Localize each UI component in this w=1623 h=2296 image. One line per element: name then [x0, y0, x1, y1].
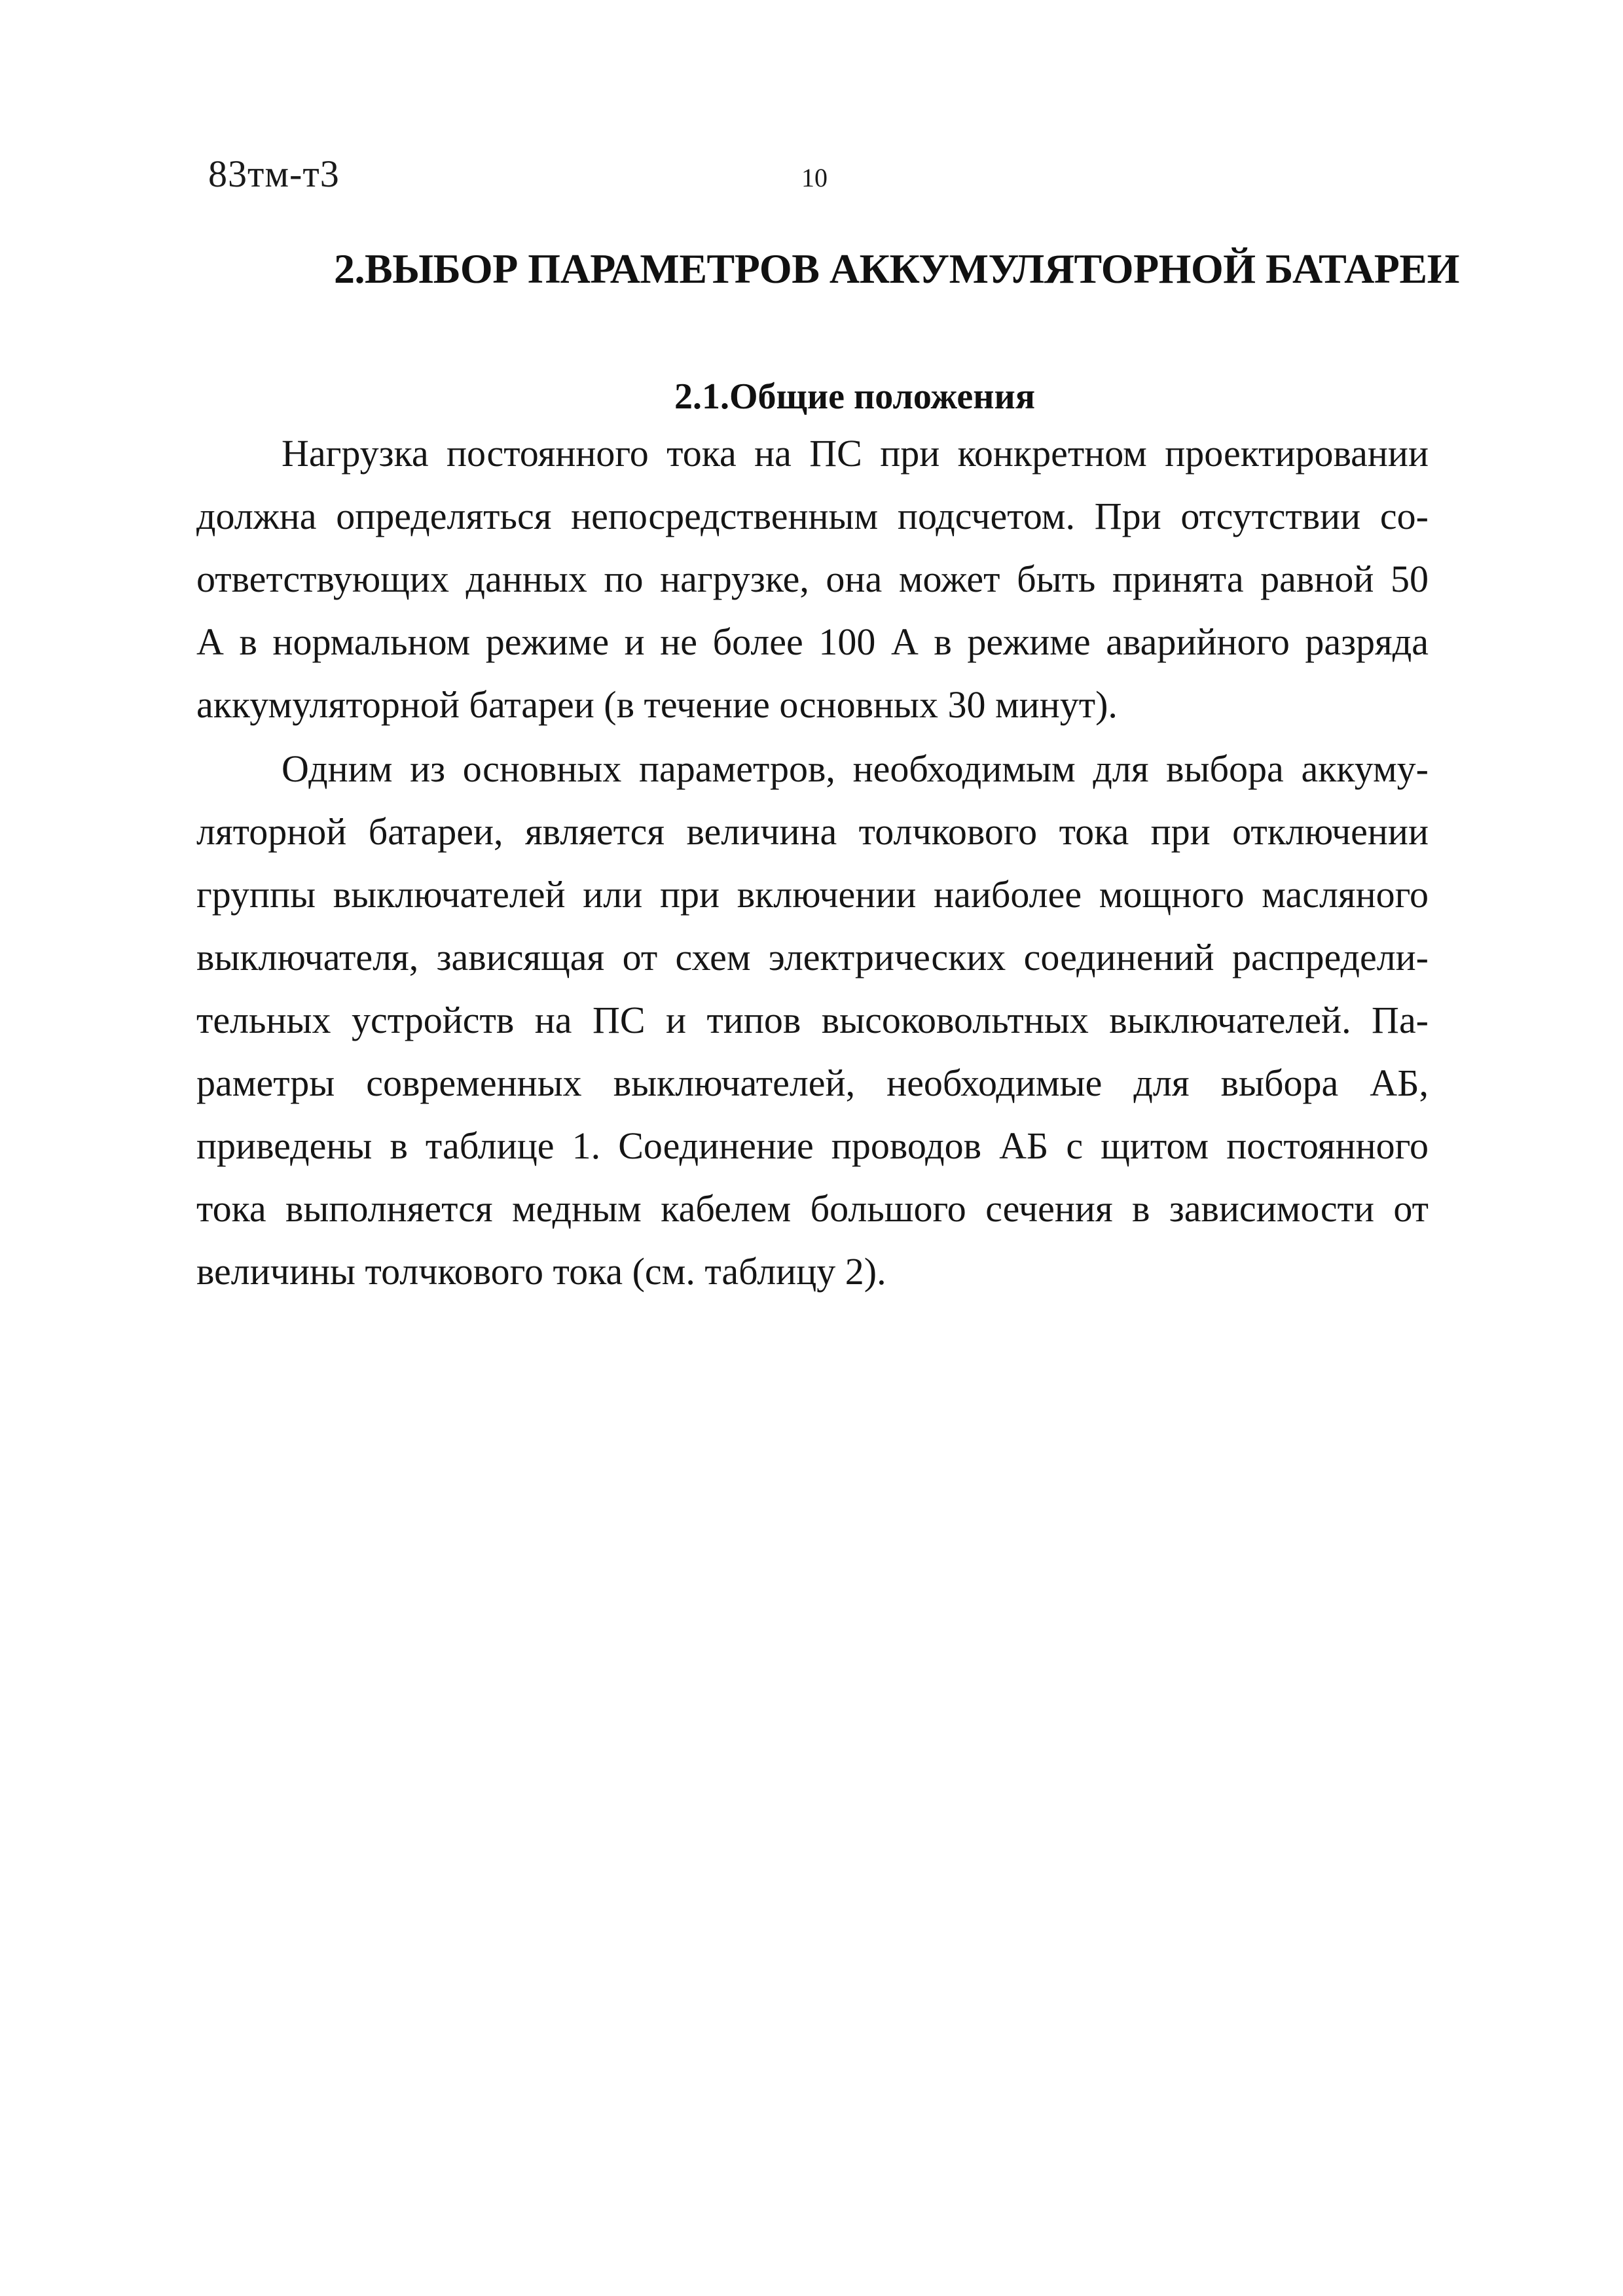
document-code: 83тм-т3	[208, 152, 340, 195]
paragraph-line: приведены в таблице 1. Соединение проводов АБ с щитом постоянного	[196, 1124, 1429, 1167]
paragraph-line: ответствующих данных по нагрузке, она может быть принята равной 50	[196, 558, 1429, 600]
paragraph-line: тока выполняется медным кабелем большого сечения в зависимости от	[196, 1187, 1429, 1230]
paragraph-line: раметры современных выключателей, необходимые для выбора АБ,	[196, 1062, 1429, 1104]
paragraph-line: ляторной батареи, является величина толчкового тока при отключении	[196, 810, 1429, 853]
paragraph-line: А в нормальном режиме и не более 100 А в режиме аварийного разряда	[196, 620, 1429, 663]
paragraph-line: тельных устройств на ПС и типов высоковольтных выключателей. Па-	[196, 999, 1429, 1041]
paragraph-line: Нагрузка постоянного тока на ПС при конкретном проектировании	[282, 432, 1429, 475]
paragraph-line: величины толчкового тока (см. таблицу 2).	[196, 1250, 886, 1293]
subsection-title: 2.1.Общие положения	[674, 376, 1036, 417]
paragraph-line: Одним из основных параметров, необходимым для выбора аккуму-	[282, 747, 1429, 790]
page-number: 10	[801, 163, 828, 192]
paragraph-line: должна определяться непосредственным подсчетом. При отсутствии со-	[196, 495, 1429, 537]
paragraph-line: выключателя, зависящая от схем электрических соединений распредели-	[196, 936, 1429, 978]
section-title: 2.ВЫБОР ПАРАМЕТРОВ АККУМУЛЯТОРНОЙ БАТАРЕИ	[334, 245, 1459, 292]
paragraph-line: аккумуляторной батареи (в течение основных 30 минут).	[196, 683, 1118, 726]
paragraph-line: группы выключателей или при включении наиболее мощного масляного	[196, 873, 1429, 916]
